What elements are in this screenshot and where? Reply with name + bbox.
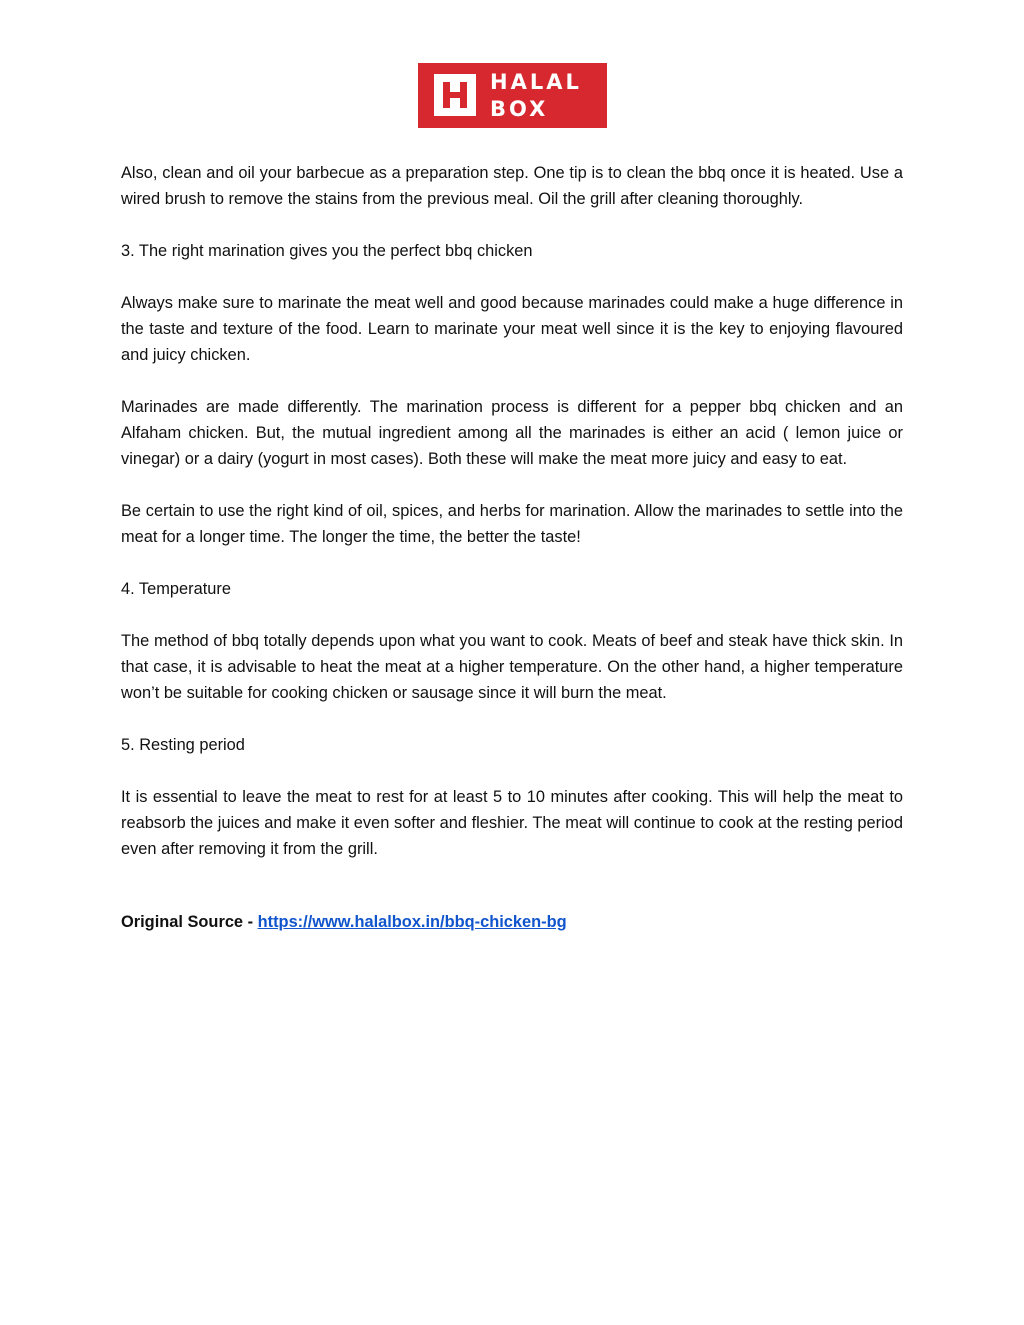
paragraph-resting: It is essential to leave the meat to rest for at least 5 to 10 minutes after cooking. This will help the meat to reabsorb the juices and make it even softer and fleshier. The meat will continue to cook at the resting period even after removing it from the grill. [121,788,903,858]
paragraph-marinades-differ: Marinades are made differently. The marination process is different for a pepper bbq chicken and an Alfaham chicken. But, the mutual ingredient among all the marinades is either an acid ( lemon juice or vinegar) or a dairy (yogurt in most cases). Both these will make the meat more juicy and easy to eat. [121,398,903,468]
source-label: Original Source - [121,913,258,931]
original-source-line [121,909,567,935]
section-heading-resting: 5. Resting period [121,736,245,754]
logo-word-box: BOX [490,97,549,121]
logo-word-halal: HALAL [490,70,582,94]
section-heading-temperature: 4. Temperature [121,580,231,598]
source-link[interactable]: https://www.halalbox.in/bbq-chicken-bg [257,913,567,931]
paragraph-temperature: The method of bbq totally depends upon what you want to cook. Meats of beef and steak have thick skin. In that case, it is advisable to heat the meat at a higher temperature. On the other hand, a higher temperature won’t be suitable for cooking chicken or sausage since it will burn the meat. [121,632,903,702]
paragraph-oil-spices: Be certain to use the right kind of oil, spices, and herbs for marination. Allow the marinades to settle into the meat for a longer time. The longer the time, the better the taste! [121,502,903,546]
section-heading-marination: 3. The right marination gives you the perfect bbq chicken [121,242,533,260]
paragraph-marinate-well: Always make sure to marinate the meat well and good because marinades could make a huge difference in the taste and texture of the food. Learn to marinate your meat well since it is the key to enjoying flavoured and juicy chicken. [121,294,903,364]
halal-box-logo [418,63,607,128]
h-letter-icon [434,74,476,116]
paragraph-barbecue-prep: Also, clean and oil your barbecue as a preparation step. One tip is to clean the bbq once it is heated. Use a wired brush to remove the stains from the previous meal. Oil the grill after cleaning thoroughly. [121,164,903,208]
article-body [121,160,903,888]
